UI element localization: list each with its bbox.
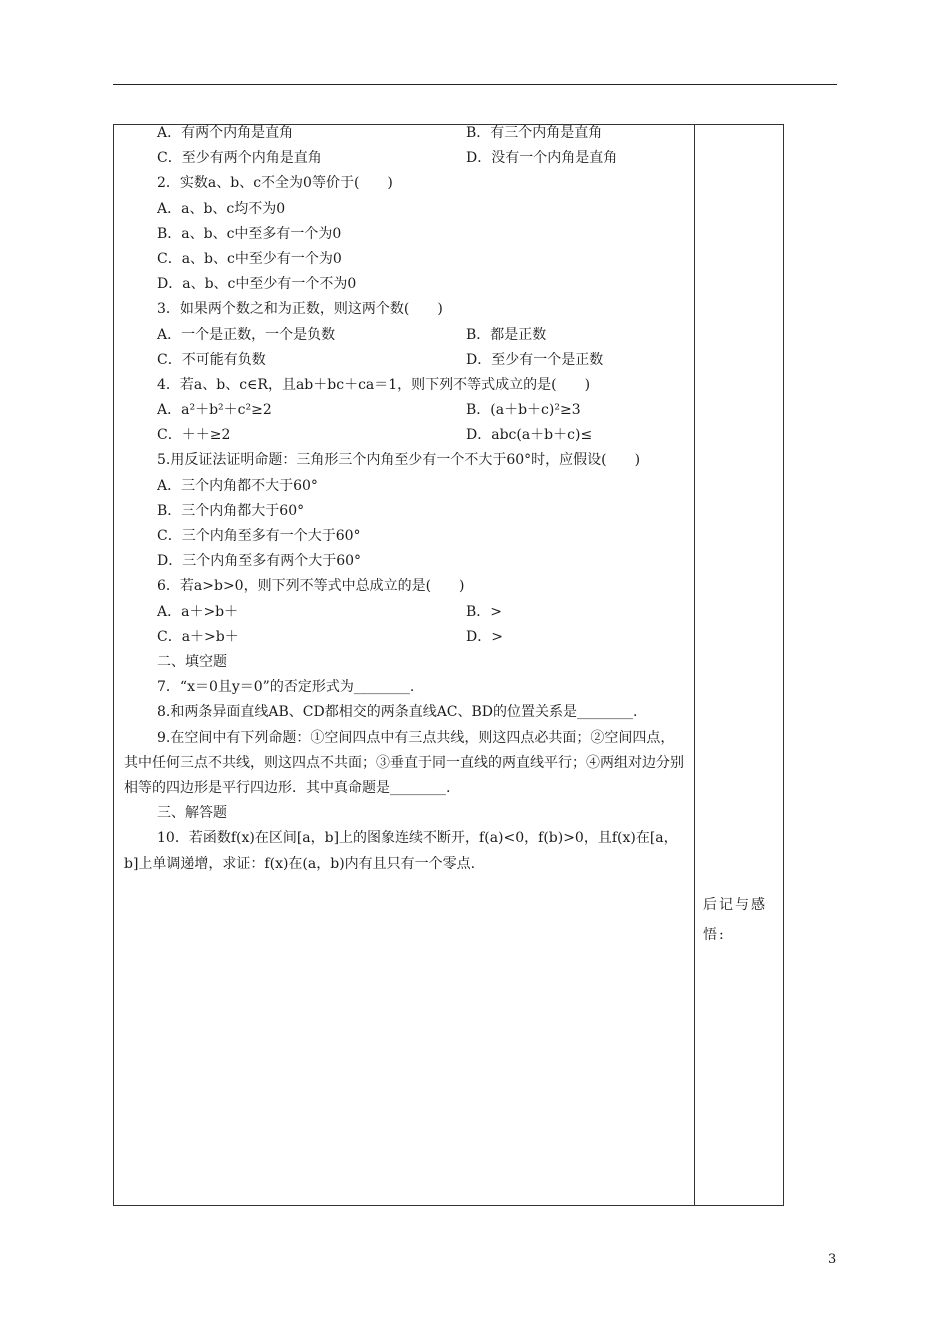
q3-option-b: B．都是正数 <box>466 326 547 343</box>
q1-option-a: A．有两个内角是直角 <box>157 125 294 141</box>
q3-options-row1 <box>124 323 688 348</box>
q3-options-row2 <box>124 348 688 373</box>
q3-stem: 3．如果两个数之和为正数，则这两个数( ) <box>157 301 443 318</box>
q6-option-d: D．> <box>466 628 503 645</box>
q2-stem: 2．实数a、b、c不全为0等价于( ) <box>157 175 393 192</box>
section-fill-in-title: 二、填空题 <box>157 653 227 670</box>
q1-option-d: D．没有一个内角是直角 <box>466 150 618 167</box>
q2-option-d: D．a、b、c中至少有一个不为0 <box>157 276 357 293</box>
q7-text: 7．“x＝0且y＝0”的否定形式为________. <box>157 679 415 696</box>
q2-option-c: C．a、b、c中至少有一个为0 <box>157 250 342 267</box>
q1-option-c: C．至少有两个内角是直角 <box>157 150 322 167</box>
q1-options-row1 <box>124 121 688 146</box>
q4-option-c: C．＋＋≥2 <box>157 427 231 444</box>
q5-option-a: A．三个内角都不大于60° <box>157 477 318 494</box>
q5-option-b: B．三个内角都大于60° <box>157 502 305 519</box>
q2-option-b: B．a、b、c中至多有一个为0 <box>157 225 342 242</box>
q6-options-row1 <box>124 600 688 625</box>
section-answer-title: 三、解答题 <box>157 805 227 822</box>
q3-option-c: C．不可能有负数 <box>157 351 266 368</box>
q3-option-a: A．一个是正数，一个是负数 <box>157 326 336 343</box>
q4-options-row2 <box>124 423 688 448</box>
q4-option-a: A．a²＋b²＋c²≥2 <box>157 402 272 419</box>
q2-option-a: A．a、b、c均不为0 <box>157 200 286 217</box>
q6-options-row2 <box>124 625 688 650</box>
afterword-reflection-label: 后记与感悟: <box>703 897 767 943</box>
page-number: 3 <box>828 1252 837 1267</box>
q1-options-row2 <box>124 146 688 171</box>
q6-stem: 6．若a>b>0，则下列不等式中总成立的是( ) <box>157 578 465 595</box>
q4-option-b: B．(a＋b＋c)²≥3 <box>466 402 581 419</box>
q8-text: 8.和两条异面直线AB、CD都相交的两条直线AC、BD的位置关系是________. <box>157 704 638 721</box>
q4-stem: 4．若a、b、c∈R，且ab＋bc＋ca＝1，则下列不等式成立的是( ) <box>157 376 591 393</box>
main-content <box>124 121 688 877</box>
column-divider <box>694 124 695 1206</box>
q3-option-d: D．至少有一个是正数 <box>466 351 604 368</box>
q5-option-c: C．三个内角至多有一个大于60° <box>157 528 361 545</box>
q6-option-b: B．> <box>466 603 503 620</box>
header-rule <box>113 84 837 85</box>
q1-option-b: B．有三个内角是直角 <box>466 125 603 141</box>
q5-stem: 5.用反证法证明命题：三角形三个内角至少有一个不大于60°时，应假设( ) <box>157 452 641 469</box>
q4-option-d: D．abc(a＋b＋c)≤ <box>466 427 593 444</box>
q5-option-d: D．三个内角至多有两个大于60° <box>157 553 362 570</box>
q4-options-row1 <box>124 398 688 423</box>
q10-text: 10．若函数f(x)在区间[a，b]上的图象连续不断开，f(a)<0，f(b)>0，且f(x)在[a，b]上单调递增，求证：f(x)在(a，b)内有且只有一个零点. <box>124 830 678 872</box>
q6-option-a: A．a＋>b＋ <box>157 603 239 620</box>
q9-text: 9.在空间中有下列命题：①空间四点中有三点共线，则这四点必共面；②空间四点，其中任何三点不共线，则这四点不共面；③垂直于同一直线的两直线平行；④两组对边分别相等的四边形是平行四边形．其中真命题是________. <box>124 729 684 796</box>
q6-option-c: C．a＋>b＋ <box>157 628 239 645</box>
